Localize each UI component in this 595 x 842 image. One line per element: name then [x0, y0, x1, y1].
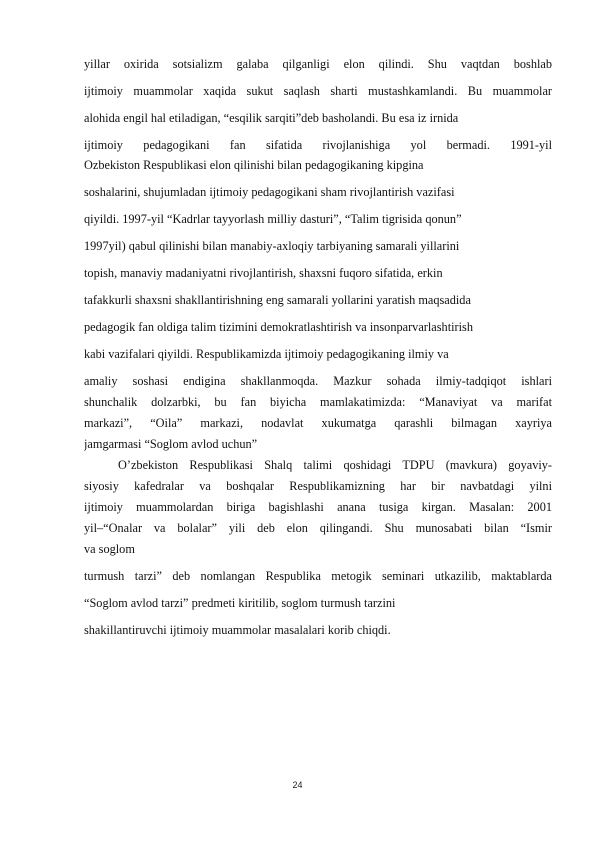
text-line: markazi”, “Oila” markazi, nodavlat xukumatga qarashli bilmagan xayriya	[84, 416, 552, 430]
text-line: ijtimoiy muammolardan biriga bagishlashi anana tusiga kirgan. Masalan: 2001	[84, 500, 552, 514]
text-line: tafakkurli shaxsni shakllantirishning eng samarali yollarini yaratish maqsadida	[84, 293, 471, 307]
text-line: shakillantiruvchi ijtimoiy muammolar masalalari korib chiqdi.	[84, 623, 391, 637]
text-line: yil–“Onalar va bolalar” yili deb elon qilingandi. Shu munosabati bilan “Ismir	[84, 521, 552, 535]
text-line: soshalarini, shujumladan ijtimoiy pedagogikani sham rivojlantirish vazifasi	[84, 185, 455, 199]
text-line: 1997yil) qabul qilinishi bilan manabiy-axloqiy tarbiyaning samarali yillarini	[84, 239, 460, 253]
text-line: pedagogik fan oldiga talim tizimini demokratlashtirish va insonparvarlashtirish	[84, 320, 473, 334]
text-line: va soglom	[84, 542, 135, 556]
text-line: siyosiy kafedralar va boshqalar Respublikamizning har bir navbatdagi yilni	[84, 479, 552, 493]
text-line: “Soglom avlod tarzi” predmeti kiritilib, soglom turmush tarzini	[84, 596, 396, 610]
text-line: topish, manaviy madaniyatni rivojlantirish, shaxsni fuqoro sifatida, erkin	[84, 266, 443, 280]
text-line: ijtimoiy muammolar xaqida sukut saqlash sharti mustashkamlandi. Bu muammolar	[84, 84, 552, 98]
text-line: Ozbekiston Respublikasi elon qilinishi bilan pedagogikaning kipgina	[84, 158, 424, 172]
paragraph-first-line: O’zbekiston Respublikasi Shalq talimi qoshidagi TDPU (mavkura) goyaviy-	[118, 458, 552, 472]
text-line: turmush tarzi” deb nomlangan Respublika metogik seminari utkazilib, maktablarda	[84, 569, 552, 583]
text-line: alohida engil hal etiladigan, “esqilik sarqiti”deb basholandi. Bu esa iz irnida	[84, 111, 459, 125]
text-line: ijtimoiy pedagogikani fan sifatida rivojlanishiga yol bermadi. 1991-yil	[84, 138, 552, 152]
text-line: shunchalik dolzarbki, bu fan biyicha mamlakatimizda: “Manaviyat va marifat	[84, 395, 552, 409]
text-line: jamgarmasi “Soglom avlod uchun”	[84, 437, 258, 451]
text-line: amaliy soshasi endigina shakllanmoqda. Mazkur sohada ilmiy-tadqiqot ishlari	[84, 374, 552, 388]
text-line: qiyildi. 1997-yil “Kadrlar tayyorlash milliy dasturi”, “Talim tigrisida qonun”	[84, 212, 462, 226]
page-number: 24	[292, 780, 303, 790]
text-line: kabi vazifalari qiyildi. Respublikamizda ijtimoiy pedagogikaning ilmiy va	[84, 347, 449, 361]
text-line: yillar oxirida sotsializm galaba qilganligi elon qilindi. Shu vaqtdan boshlab	[84, 57, 552, 71]
